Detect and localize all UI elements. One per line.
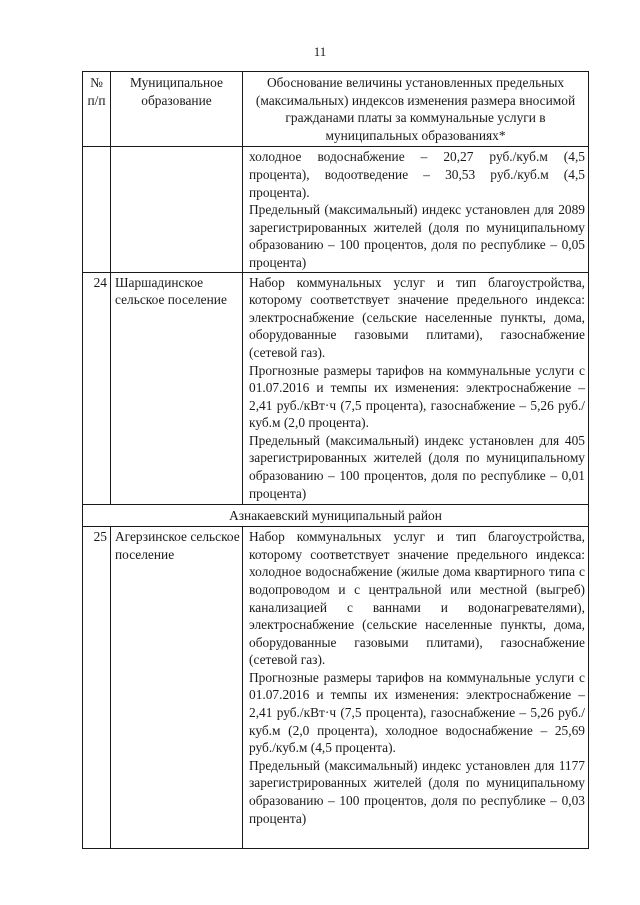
justification-paragraph: Прогнозные размеры тарифов на коммунальные услуги с 01.07.2016 и темпы их изменения: электроснабжение – 2,41 руб./кВт·ч (7,5 процента), газоснабжение – 5,26 руб./куб.м (2,0 процента). [249, 362, 585, 431]
district-row [83, 504, 589, 527]
justification-paragraph: Предельный (максимальный) индекс установлен для 405 зарегистрированных жителей (доля по муниципальному образованию – 100 процентов, доля по республике – 0,01 процента) [249, 432, 585, 501]
justification-paragraph: Предельный (максимальный) индекс установлен для 2089 зарегистрированных жителей (доля по муниципальному образованию – 100 процентов, доля по республике – 0,05 процента) [249, 202, 585, 270]
row-number-cell: 25 [83, 527, 111, 849]
justification-paragraph: Прогнозные размеры тарифов на коммунальные услуги с 01.07.2016 и темпы их изменения: электроснабжение – 2,41 руб./кВт·ч (7,5 процента), газоснабжение – 5,26 руб./куб.м (2,0 процента), холодное водоснабжение – 25,69 руб./куб.м (4,5 процента). [249, 669, 585, 756]
header-number: № п/п [83, 72, 111, 147]
index-table [82, 71, 589, 849]
row-number-cell: 24 [83, 272, 111, 504]
header-municipality: Муниципальное образование [111, 72, 243, 147]
justification-paragraph: холодное водоснабжение – 20,27 руб./куб.м (4,5 процента), водоотведение – 30,53 руб./куб.м (4,5 процента). [249, 149, 585, 200]
page-number: 11 [313, 44, 327, 59]
justification-cell [243, 272, 589, 504]
table-row [83, 147, 589, 272]
district-name: Азнакаевский муниципальный район [83, 504, 589, 527]
municipality-cell: Шаршадинское сельское поселение [111, 272, 243, 504]
justification-paragraph: Предельный (максимальный) индекс установлен для 1177 зарегистрированных жителей (доля по муниципальному образованию – 100 процентов, доля по республике – 0,03 процента) [249, 757, 585, 826]
header-justification: Обоснование величины установленных предельных (максимальных) индексов изменения размера вносимой гражданами платы за коммунальные услуги в муниципальных образованиях* [243, 72, 589, 147]
justification-paragraph: Набор коммунальных услуг и тип благоустройства, которому соответствует значение предельного индекса: холодное водоснабжение (жилые дома квартирного типа с водопроводом и с центральной или местной (выгреб) канализацией с ваннами и водонагревателями), электроснабжение (сельские населенные пункты, дома, оборудованные газовыми плитами), газоснабжение (сетевой газ). [249, 529, 585, 668]
table-header-row [83, 72, 589, 147]
justification-paragraph: Набор коммунальных услуг и тип благоустройства, которому соответствует значение предельного индекса: электроснабжение (сельские населенные пункты, дома, оборудованные газовыми плитами), газоснабжение (сетевой газ). [249, 274, 585, 360]
municipality-cell [111, 147, 243, 272]
justification-cell [243, 527, 589, 849]
row-number-cell [83, 147, 111, 272]
justification-cell [243, 147, 589, 272]
municipality-cell: Агерзинское сельское поселение [111, 527, 243, 849]
table-row [83, 272, 589, 504]
table-row [83, 527, 589, 849]
